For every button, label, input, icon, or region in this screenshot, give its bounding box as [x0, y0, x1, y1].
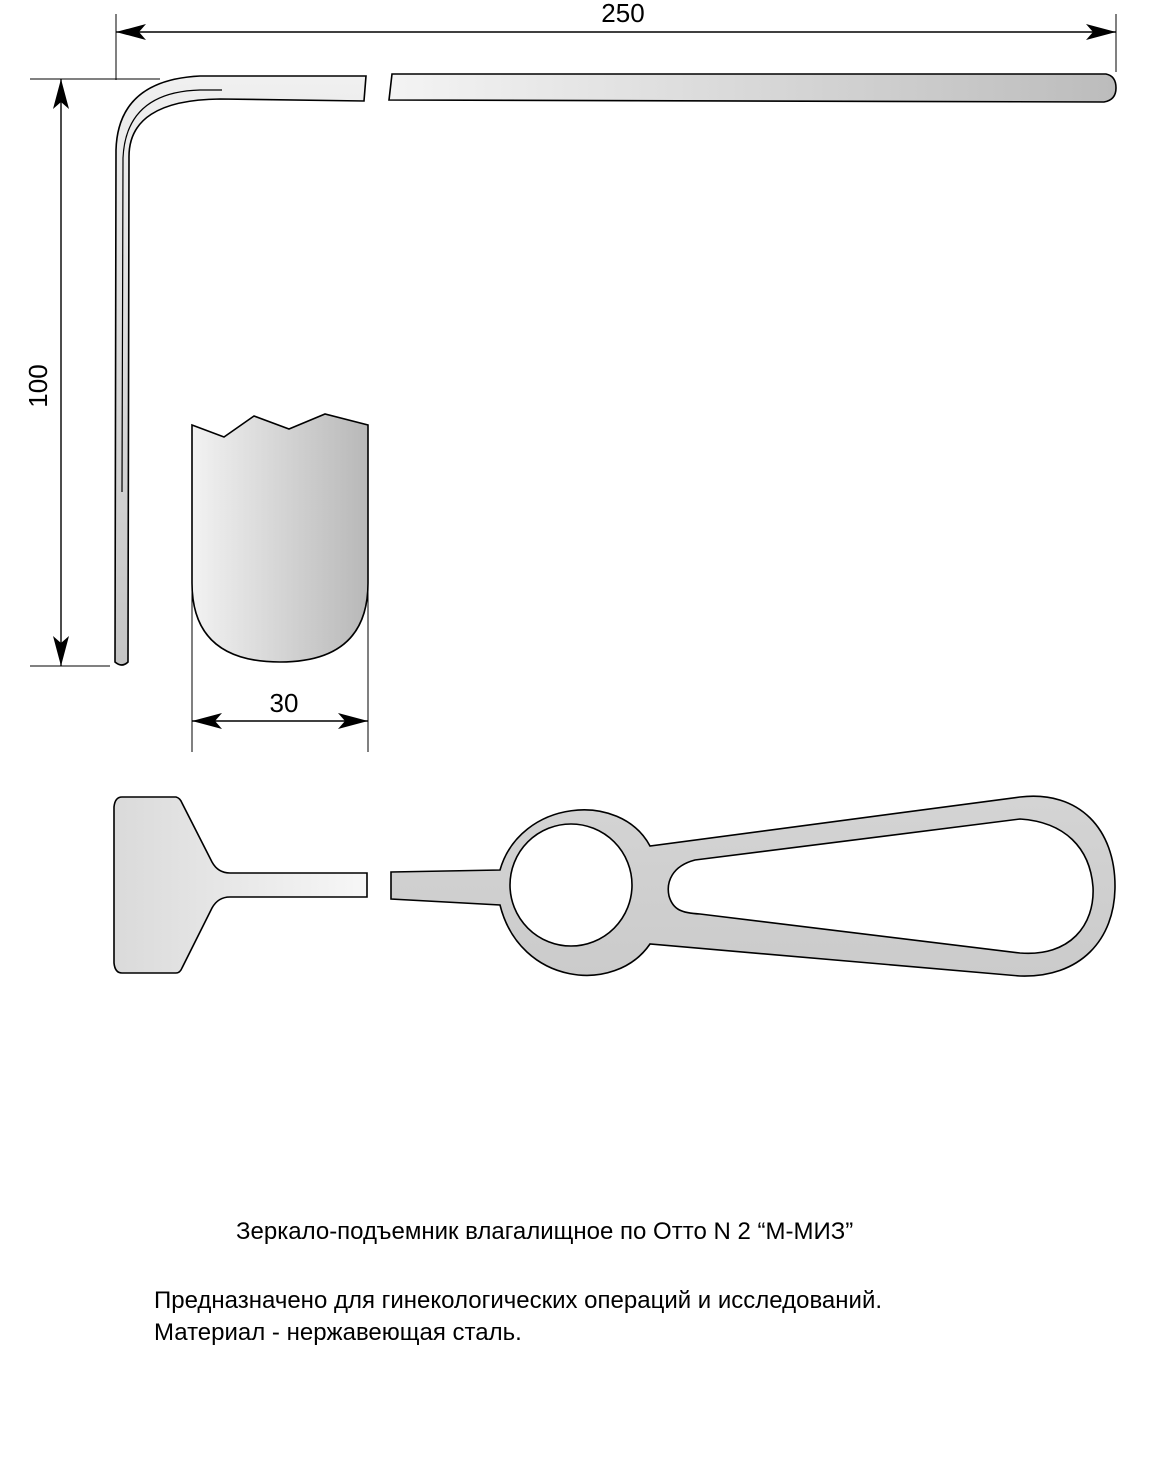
- dimension-height: [23, 79, 160, 666]
- side-view-rod: [389, 74, 1116, 102]
- dimension-label-length: 250: [601, 0, 645, 28]
- product-title: Зеркало-подъемник влагалищное по Отто N 2 “М-МИЗ”: [236, 1218, 854, 1245]
- product-purpose: Предназначено для гинекологических операций и исследований.: [154, 1287, 883, 1314]
- product-material: Материал - нержавеющая сталь.: [154, 1319, 522, 1346]
- dimension-label-width: 30: [269, 688, 299, 718]
- blade-front-view: [192, 414, 368, 662]
- top-view-head: [114, 797, 367, 973]
- top-view-handle-loop: [391, 796, 1115, 976]
- dimension-length: [116, 0, 1116, 80]
- top-view: [114, 796, 1115, 976]
- dimension-label-height: 100: [23, 364, 53, 408]
